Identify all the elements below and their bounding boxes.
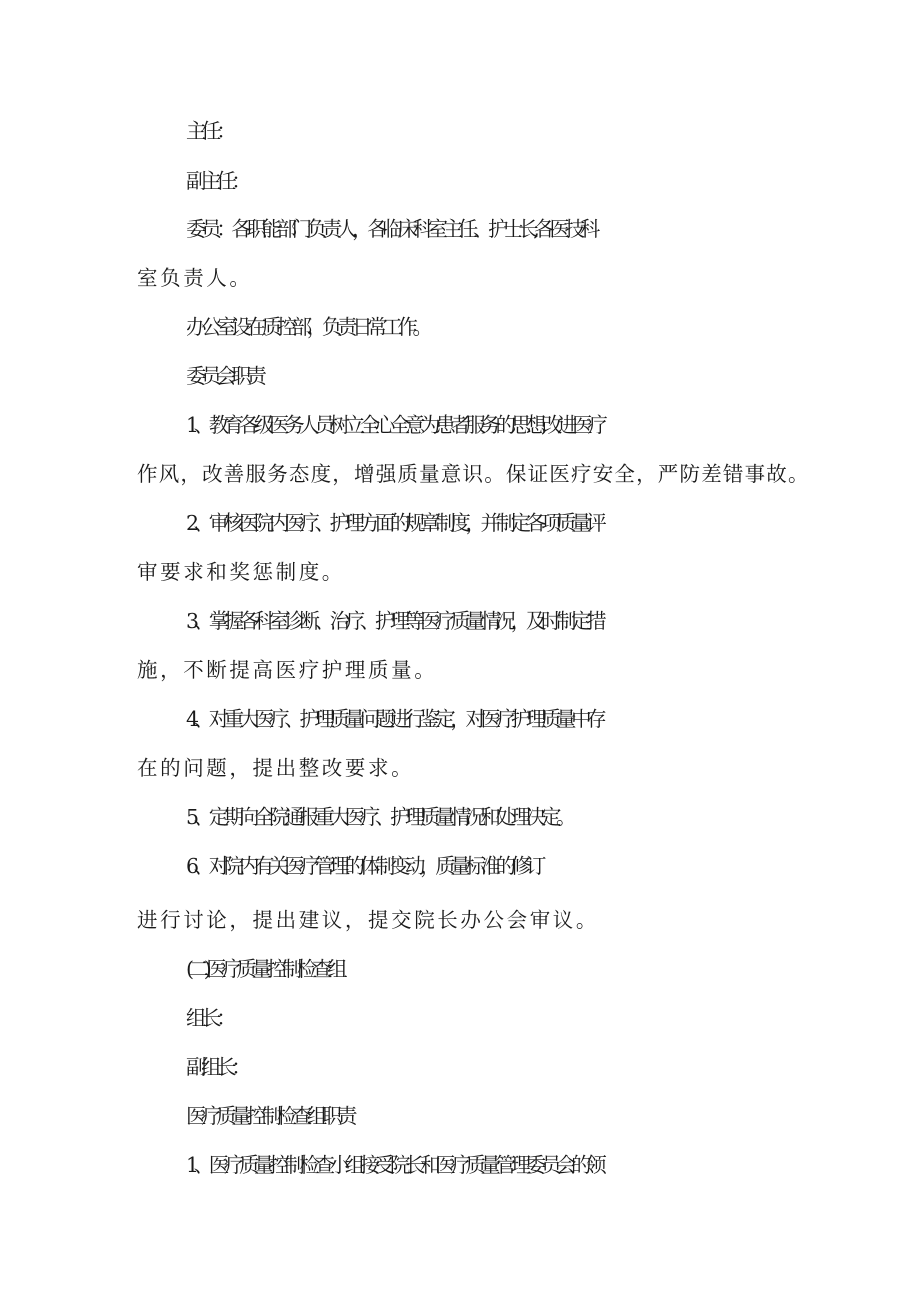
duty-5-line: 5、定期向全院通报重大医疗、护理质量情况和处理决定。 (186, 805, 572, 829)
director-label: 主任： (186, 119, 232, 143)
office-location-line: 办公室设在质控部，负责日常工作。 (186, 315, 428, 339)
committee-members-line-1: 委员：各职能部门负责人，各临床科室主任、护士长,各医技科 (186, 217, 595, 241)
duty-2-line-1: 2、审核医院内医疗、护理方面的规章制度，并制定各项质量评 (186, 511, 602, 535)
deputy-director-label: 副主任： (186, 169, 247, 193)
group-leader-label: 组长： (186, 1006, 232, 1030)
committee-members-line-2: 室负责人。 (137, 266, 253, 290)
duty-3-line-1: 3、掌握各科室诊断、治疗、护理等医疗质量情况，及时制定措 (186, 609, 602, 633)
duty-4-line-2: 在的问题，提出整改要求。 (137, 756, 415, 780)
duty-3-line-2: 施，不断提高医疗护理质量。 (137, 658, 438, 682)
duty-2-line-2: 审要求和奖惩制度。 (137, 560, 345, 584)
duty-6-line-2: 进行讨论，提出建议，提交院长办公会审议。 (137, 908, 599, 932)
inspection-group-duties-heading: 医疗质量控制检查组职责 (186, 1104, 353, 1128)
duty-6-line-1: 6、对院内有关医疗管理的体制变动，质量标准的修订 (186, 854, 541, 878)
section-2-heading: (二)医疗质量控制检查组 (186, 957, 343, 981)
duty-4-line-1: 4、对重大医疗、护理质量问题进行鉴定，对医疗护理质量中存 (186, 707, 602, 731)
deputy-group-leader-label: 副组长： (186, 1055, 247, 1079)
committee-duties-heading: 委员会职责 (186, 364, 262, 388)
duty-1-line-2: 作风，改善服务态度，增强质量意识。保证医疗安全，严防差错事故。 (137, 462, 810, 486)
duty-1-line-1: 1、教育各级医务人员树立全心全意为患者服务的思想,改进医疗 (186, 413, 603, 437)
group-duty-1-line-1: 1、医疗质量控制检查小组接受院长和医疗质量管理委员会的领 (186, 1153, 602, 1177)
